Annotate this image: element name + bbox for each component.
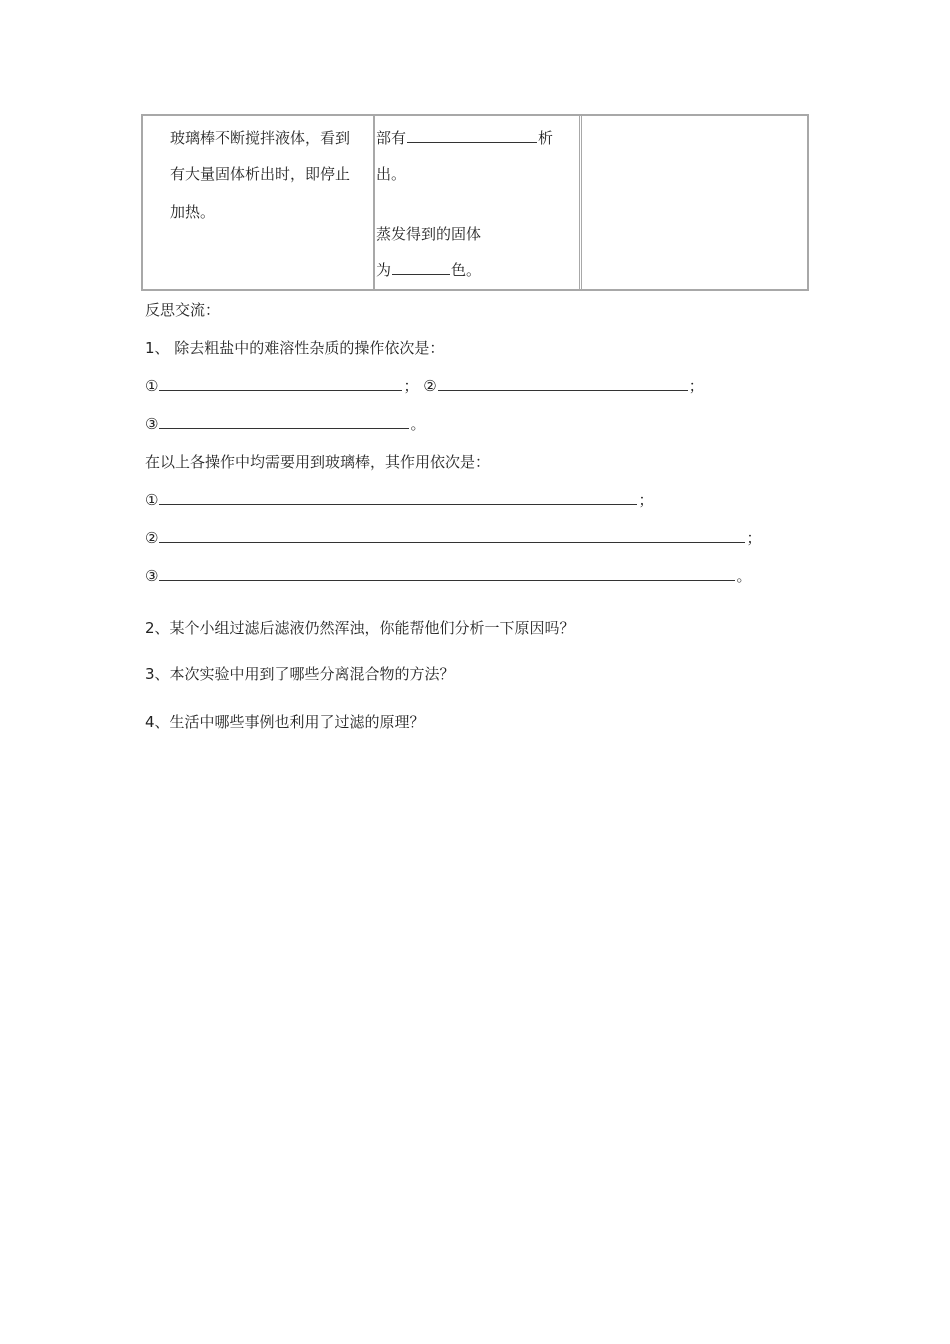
end-mark: ；: [746, 529, 762, 547]
phenomenon-line-1: [376, 128, 553, 148]
operation-line-1: 玻璃棒不断搅拌液体，看到: [170, 129, 351, 147]
marker-3: ③: [145, 415, 159, 433]
table-cell-operation: [143, 116, 375, 289]
table-cell-conclusion: [582, 116, 807, 289]
question-3: 3、本次实验中用到了哪些分离混合物的方法？: [145, 665, 455, 683]
operation-line-3: 加热。: [170, 203, 216, 221]
phenomenon-prefix: 部有: [376, 129, 407, 147]
fill-blank-role-1[interactable]: [159, 490, 637, 505]
fill-blank-op-2[interactable]: [438, 376, 688, 391]
operations-line-1: [145, 376, 704, 396]
color-suffix: 色。: [451, 261, 482, 279]
question-1: 1、 除去粗盐中的难溶性杂质的操作依次是：: [145, 339, 445, 357]
end-mark: ；: [638, 491, 654, 509]
role-line-1: [145, 490, 653, 510]
question-4: 4、生活中哪些事例也利用了过滤的原理？: [145, 713, 425, 731]
role-line-2: [145, 528, 761, 548]
phenomenon-line-3: 蒸发得到的固体: [376, 225, 482, 243]
color-prefix: 为: [376, 261, 392, 279]
fill-blank-role-3[interactable]: [159, 566, 735, 581]
operations-line-2: [145, 414, 425, 434]
marker-1: ①: [145, 377, 159, 395]
fill-blank-op-3[interactable]: [159, 414, 409, 429]
marker-3: ③: [145, 567, 159, 585]
end-mark: 。: [410, 415, 426, 433]
question-2: 2、某个小组过滤后滤液仍然浑浊，你能帮他们分析一下原因吗？: [145, 619, 575, 637]
fill-blank-op-1[interactable]: [159, 376, 402, 391]
experiment-table: [141, 114, 809, 291]
fill-blank-solid[interactable]: [407, 128, 537, 143]
fill-blank-role-2[interactable]: [159, 528, 745, 543]
separator: ；: [403, 377, 419, 395]
fill-blank-color[interactable]: [392, 260, 450, 275]
role-line-3: [145, 566, 751, 586]
question-1b: 在以上各操作中均需要用到玻璃棒，其作用依次是：: [145, 453, 491, 471]
marker-2: ②: [423, 377, 437, 395]
phenomenon-line-2: 出。: [376, 165, 407, 183]
table-cell-phenomenon: [375, 116, 582, 289]
phenomenon-line-4: [376, 260, 481, 280]
marker-2: ②: [145, 529, 159, 547]
end-mark: ；: [688, 377, 704, 395]
reflection-heading: 反思交流：: [145, 301, 221, 319]
operation-line-2: 有大量固体析出时，即停止: [170, 165, 351, 183]
end-mark: 。: [736, 567, 752, 585]
phenomenon-suffix: 析: [538, 129, 554, 147]
marker-1: ①: [145, 491, 159, 509]
